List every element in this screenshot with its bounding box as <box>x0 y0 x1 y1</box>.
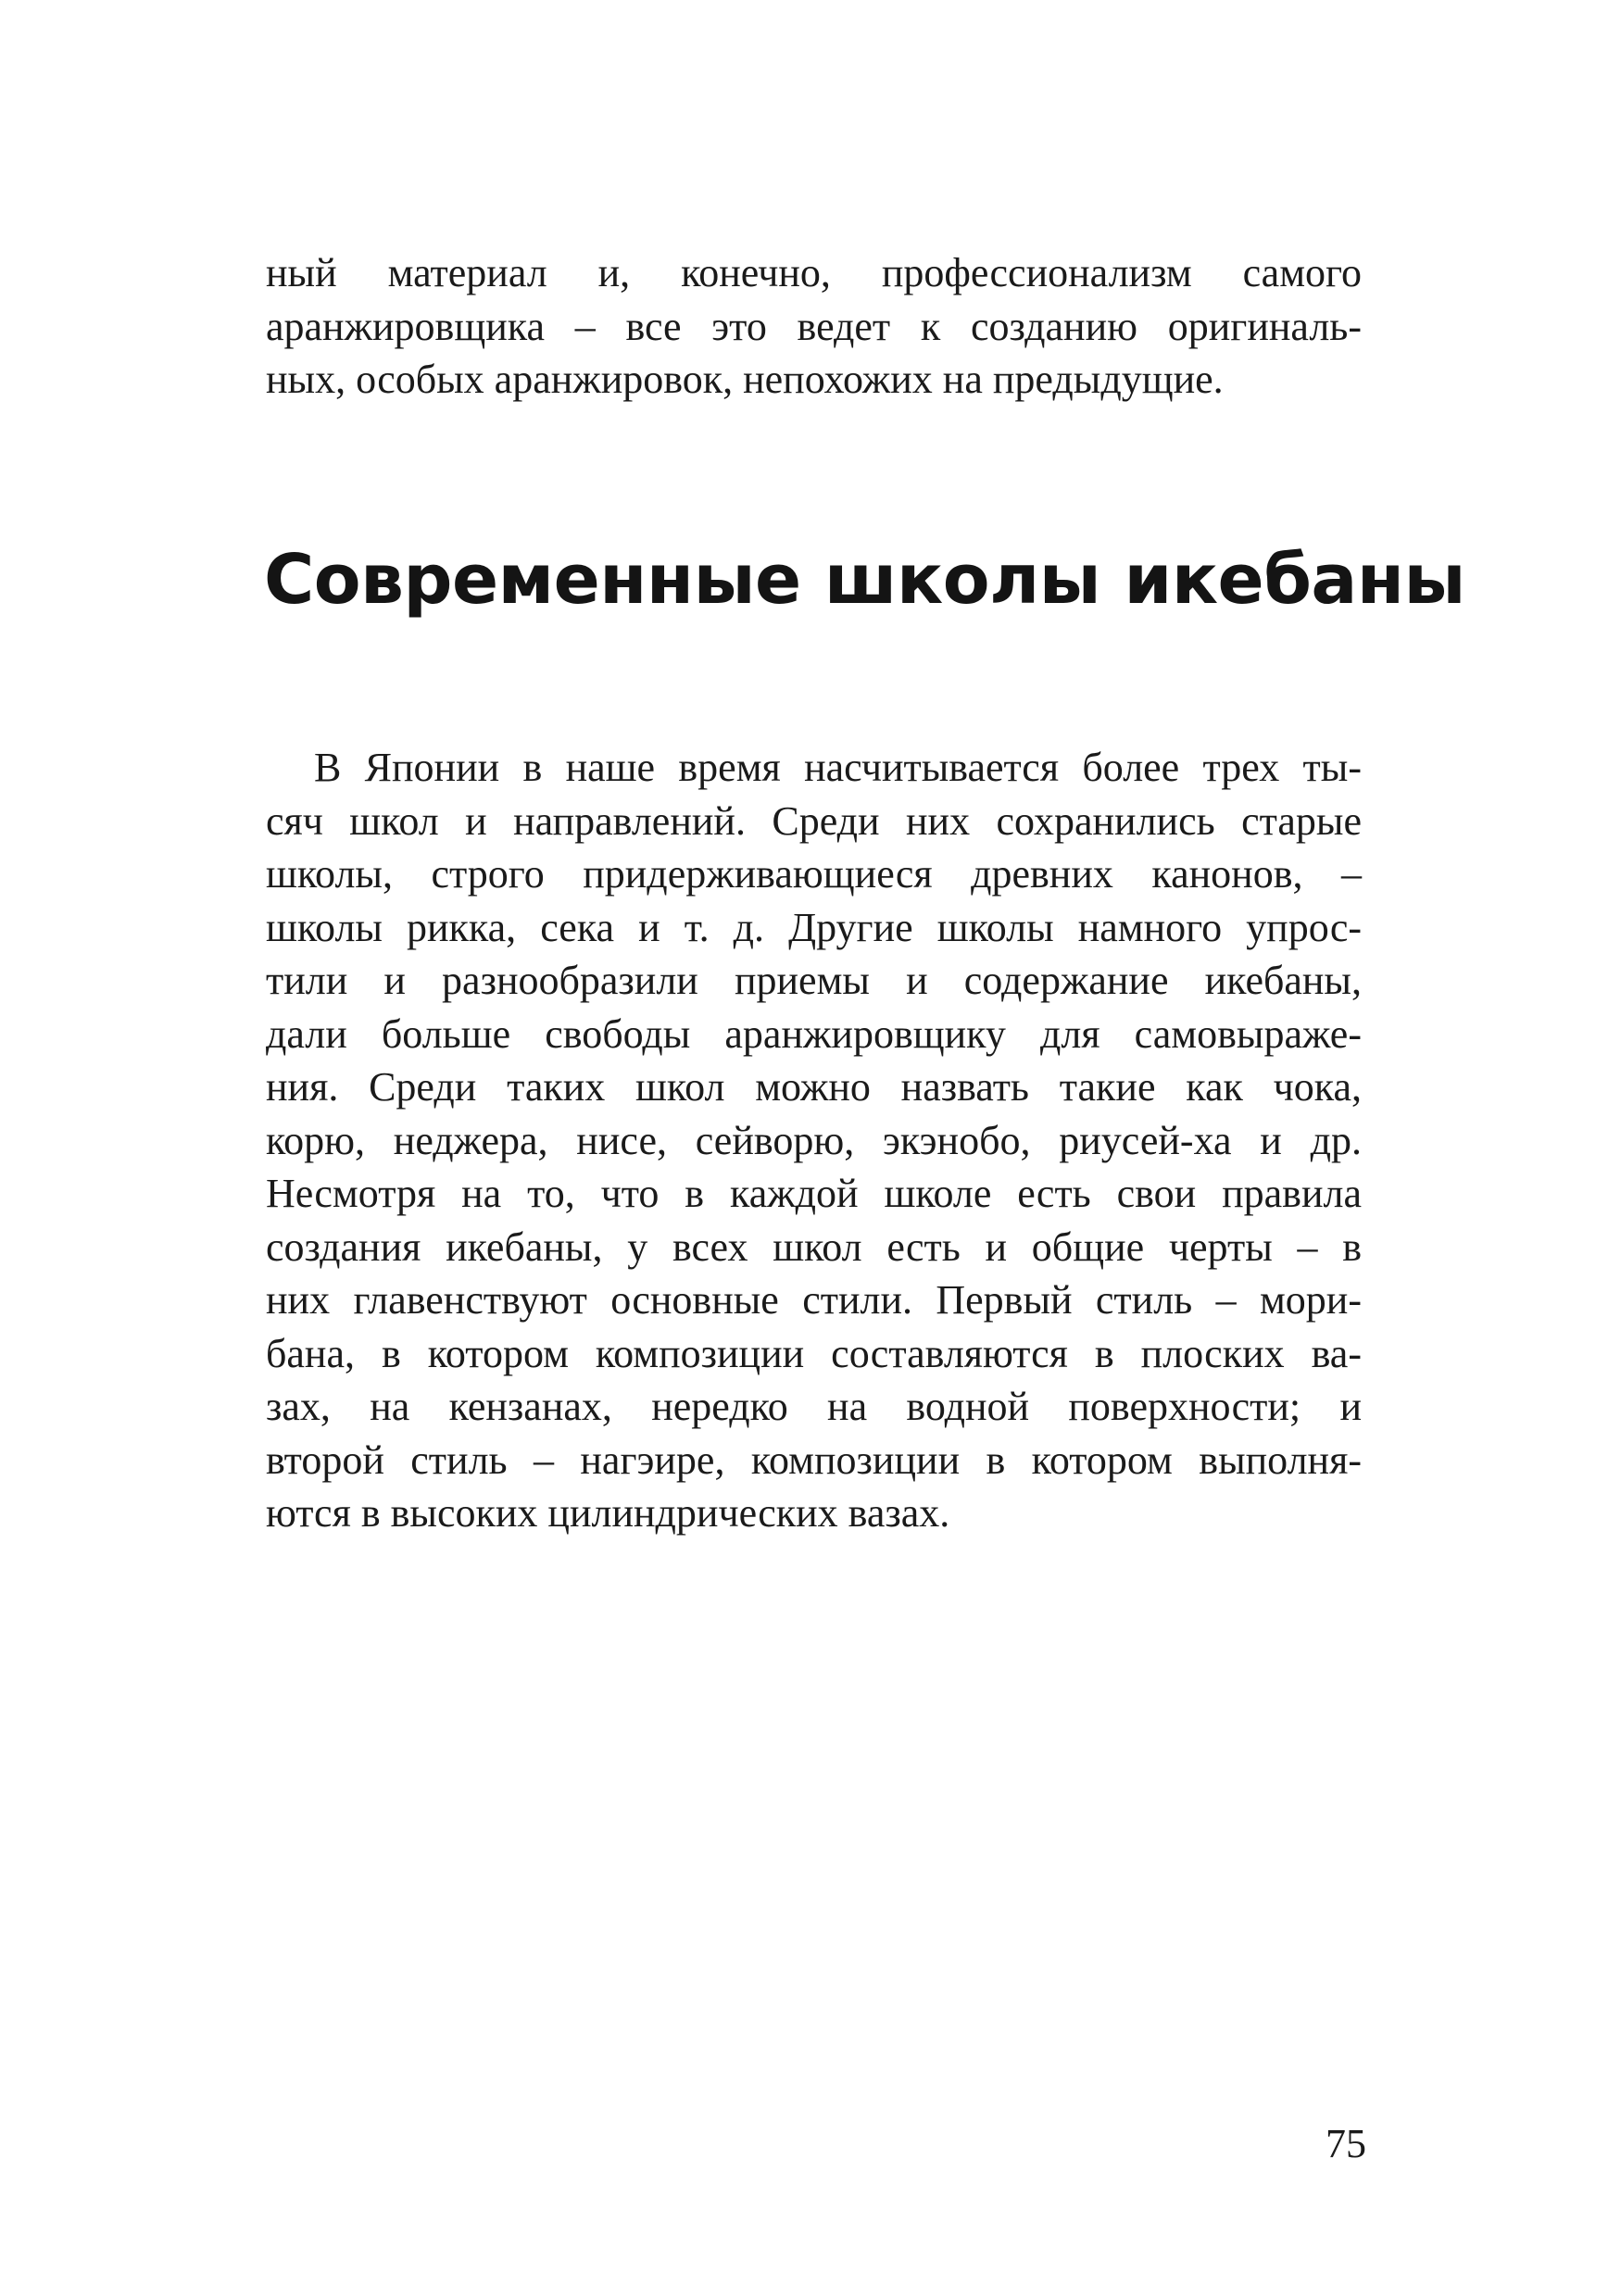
text-line: второй стиль – нагэире, композиции в котором выполня- <box>266 1437 1362 1483</box>
text-line: ются в высоких цилиндрических вазах. <box>266 1490 950 1536</box>
text-line: школы рикка, сека и т. д. Другие школы намного упрос- <box>266 904 1362 950</box>
text-line: ния. Среди таких школ можно назвать такие как чока, <box>266 1064 1362 1110</box>
text-line: аранжировщика – все это ведет к созданию оригиналь- <box>266 303 1362 349</box>
text-line: сяч школ и направлений. Среди них сохранились старые <box>266 797 1362 844</box>
text-line: них главенствуют основные стили. Первый стиль – мори- <box>266 1277 1362 1323</box>
text-line: зах, на кензанах, нередко на водной поверхности; и <box>266 1384 1362 1429</box>
text-line: бана, в котором композиции составляются в плоских ва- <box>266 1330 1362 1376</box>
text-line: ный материал и, конечно, профессионализм самого <box>266 250 1362 295</box>
text-line: дали больше свободы аранжировщику для самовыраже- <box>266 1010 1362 1057</box>
text-line: корю, неджера, нисе, сейворю, экэнобо, риусей-ха и др. <box>266 1117 1362 1163</box>
body-paragraph <box>266 741 1362 1540</box>
text-line: школы, строго придерживающиеся древних канонов, – <box>266 851 1362 897</box>
page-number: 75 <box>1326 2121 1366 2166</box>
text-line: ных, особых аранжировок, непохожих на предыдущие. <box>266 357 1224 402</box>
text-line: В Японии в наше время насчитывается более трех ты- <box>314 745 1362 790</box>
section-heading: Современные школы икебаны <box>264 540 1465 621</box>
text-line: создания икебаны, у всех школ есть и общие черты – в <box>266 1223 1362 1270</box>
intro-paragraph <box>266 246 1362 407</box>
text-line: тили и разнообразили приемы и содержание икебаны, <box>266 958 1362 1003</box>
text-line: Несмотря на то, что в каждой школе есть свои правила <box>266 1171 1362 1216</box>
